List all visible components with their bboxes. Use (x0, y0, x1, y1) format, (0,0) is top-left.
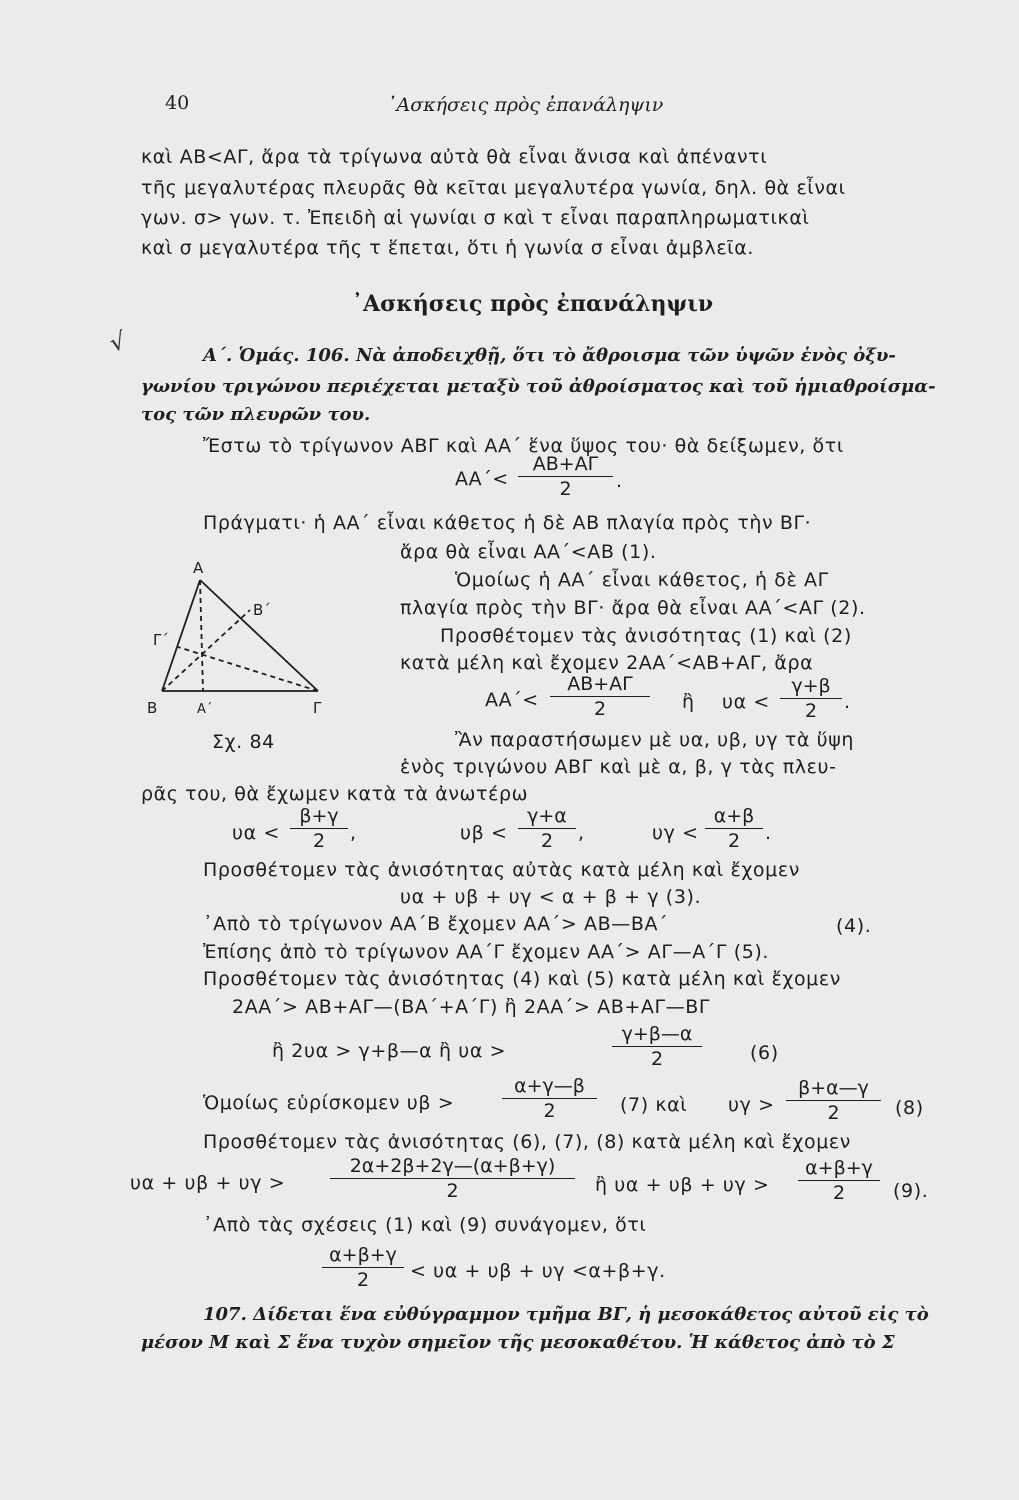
ineq-b-denominator: 2 (540, 830, 554, 852)
foot-label-gp: Γ΄ (153, 631, 169, 649)
eq6-fraction (612, 1023, 702, 1070)
eq78-lhs: Ὁμοίως εὑρίσκομεν υβ > (203, 1092, 455, 1114)
proof-line: κατὰ μέλη καὶ ἔχομεν 2ΑΑ΄<ΑΒ+ΑΓ, ἄρα (400, 652, 814, 674)
ineq-a-lhs: υα < (232, 822, 280, 844)
eq6-tag: (6) (750, 1042, 779, 1064)
f1-ua: υα < (722, 691, 770, 713)
f1-period: . (844, 691, 851, 713)
f1-numerator: ΑΒ+ΑΓ (550, 673, 650, 697)
altitude-a (200, 580, 203, 691)
foot-label-bp: Β΄ (253, 601, 271, 619)
final-numerator: α+β+γ (322, 1244, 404, 1268)
body-line-tag: (4). (836, 915, 872, 937)
eq9-numerator: 2α+2β+2γ—(α+β+γ) (330, 1155, 575, 1179)
eq9-denominator-2: 2 (832, 1182, 846, 1204)
f1-fraction (550, 673, 650, 720)
proof-line: ἄρα θὰ εἶναι ΑΑ΄<ΑΒ (1). (400, 541, 657, 563)
claim-lhs: ΑΑ΄< (455, 468, 509, 490)
exercise-106-line: τος τῶν πλευρῶν του. (141, 404, 371, 425)
eq8-lhs: υγ > (728, 1094, 775, 1116)
body-line: Ἐπίσης ἀπὸ τὸ τρίγωνον ΑΑ΄Γ ἔχομεν ΑΑ΄> ΑΓ—Α΄Γ (5). (203, 941, 770, 963)
exercise-106-line: γωνίου τριγώνου περιέχεται μεταξὺ τοῦ ἀθροίσματος καὶ τοῦ ἡμιαθροίσμα- (141, 376, 936, 397)
ineq-b-numerator: γ+α (518, 805, 576, 829)
page-number: 40 (165, 92, 190, 114)
paragraph-line: καὶ ΑΒ<ΑΓ, ἄρα τὰ τρίγωνα αὐτὰ θὰ εἶναι ἄνισα καὶ ἀπέναντι (141, 146, 768, 168)
claim-fraction (518, 453, 613, 500)
eq7-tag: (7) καὶ (620, 1094, 688, 1116)
ineq-a-fraction (290, 805, 348, 852)
proof-line: Ὁμοίως ἡ ΑΑ΄ εἶναι κάθετος, ἡ δὲ ΑΓ (455, 569, 829, 591)
eq7-fraction (502, 1075, 597, 1122)
body-line: 2ΑΑ΄> ΑΒ+ΑΓ—(ΒΑ΄+Α΄Γ) ἢ 2ΑΑ΄> ΑΒ+ΑΓ—ΒΓ (232, 996, 711, 1018)
f1-denominator-2: 2 (804, 700, 818, 722)
body-line: Προσθέτομεν τὰς ἀνισότητας αὐτὰς κατὰ μέλη καὶ ἔχομεν (203, 859, 800, 881)
final-rest: < υα + υβ + υγ <α+β+γ. (410, 1260, 666, 1282)
claim-denominator: 2 (559, 478, 572, 500)
proof-line: πλαγία πρὸς τὴν ΒΓ· ἄρα θὰ εἶναι ΑΑ΄<ΑΓ (2). (400, 597, 866, 619)
body-line: ᾿Απὸ τὸ τρίγωνον ΑΑ΄Β ἔχομεν ΑΑ΄> ΑΒ—ΒΑ΄ (203, 913, 669, 935)
proof-line: ρᾶς του, θὰ ἔχωμεν κατὰ τὰ ἀνωτέρω (141, 783, 529, 805)
paragraph-line: γων. σ> γων. τ. Ἐπειδὴ αἱ γωνίαι σ καὶ τ εἶναι παραπληρωματικαὶ (141, 207, 810, 229)
ineq-b-lhs: υβ < (460, 822, 508, 844)
final-fraction (322, 1244, 404, 1291)
proof-line: ἑνὸς τριγώνου ΑΒΓ καὶ μὲ α, β, γ τὰς πλευ- (400, 756, 837, 778)
ineq-b-sep: , (578, 822, 585, 844)
running-title: ᾿Ασκήσεις πρὸς ἐπανάληψιν (387, 94, 664, 116)
eq9-mid: ἢ υα + υβ + υγ > (595, 1174, 770, 1196)
eq9-lhs: υα + υβ + υγ > (130, 1172, 286, 1194)
ineq-a-numerator: β+γ (290, 805, 348, 829)
eq9-fraction (330, 1155, 575, 1202)
eq9-numerator-2: α+β+γ (798, 1157, 880, 1181)
triangle-figure (145, 555, 345, 725)
claim-numerator: ΑΒ+ΑΓ (518, 453, 613, 477)
f1-numerator-2: γ+β (780, 675, 842, 699)
margin-checkmark: √ (106, 326, 129, 358)
ineq-c-numerator: α+β (705, 805, 763, 829)
eq6-numerator: γ+β—α (612, 1023, 702, 1047)
vertex-label-a: Α (193, 559, 204, 577)
eq8-denominator: 2 (827, 1102, 840, 1124)
proof-line: Ἂν παραστήσωμεν μὲ υα, υβ, υγ τὰ ὕψη (455, 729, 855, 751)
paragraph-line: καὶ σ μεγαλυτέρα τῆς τ ἕπεται, ὅτι ἡ γωνία σ εἶναι ἀμβλεῖα. (141, 237, 754, 259)
altitude-g (178, 647, 318, 691)
proof-intro: Ἔστω τὸ τρίγωνον ΑΒΓ καὶ ΑΑ΄ ἕνα ὕψος του· θὰ δείξωμεν, ὅτι (203, 435, 844, 457)
ineq-c-denominator: 2 (727, 830, 741, 852)
vertex-label-b: Β (147, 699, 158, 717)
f1-lhs: ΑΑ΄< (485, 689, 539, 711)
f1-or: ἢ (682, 691, 695, 713)
foot-label-ap: Α΄ (197, 702, 213, 717)
f1-denominator: 2 (593, 698, 607, 720)
exercise-107-line: 107. Δίδεται ἕνα εὐθύγραμμον τμῆμα ΒΓ, ἡ μεσοκάθετος αὐτοῦ εἰς τὸ (203, 1304, 929, 1325)
eq9-fraction-2 (798, 1157, 880, 1204)
eq6-denominator: 2 (650, 1048, 664, 1070)
body-line: Προσθέτομεν τὰς ἀνισότητας (4) καὶ (5) κατὰ μέλη καὶ ἔχομεν (203, 968, 841, 990)
eq8-numerator: β+α—γ (786, 1077, 881, 1101)
ineq-a-sep: , (350, 822, 357, 844)
eq8-fraction (786, 1077, 881, 1124)
proof-line: Πράγματι· ἡ ΑΑ΄ εἶναι κάθετος ἡ δὲ ΑΒ πλαγία πρὸς τὴν ΒΓ· (203, 512, 812, 534)
eq9-tag: (9). (893, 1180, 929, 1202)
ineq-c-fraction (705, 805, 763, 852)
eq6-lhs: ἢ 2υα > γ+β—α ἢ υα > (272, 1040, 507, 1062)
ineq-c-sep: . (765, 822, 772, 844)
section-title: ᾿Ασκήσεις πρὸς ἐπανάληψιν (352, 291, 714, 317)
eq9-denominator: 2 (446, 1180, 459, 1202)
exercise-107-line: μέσον Μ καὶ Σ ἕνα τυχὸν σημεῖον τῆς μεσοκαθέτου. Ἡ κάθετος ἀπὸ τὸ Σ (141, 1332, 895, 1353)
f1-fraction-2 (780, 675, 842, 722)
ineq-a-denominator: 2 (312, 830, 326, 852)
vertex-label-g: Γ (313, 699, 322, 717)
final-denominator: 2 (356, 1269, 370, 1291)
figure-caption: Σχ. 84 (212, 731, 275, 753)
exercise-106-line: Α΄. Ὁμάς. 106. Νὰ ἀποδειχθῇ, ὅτι τὸ ἄθροισμα τῶν ὑψῶν ἑνὸς ὀξυ- (203, 345, 896, 366)
eq7-numerator: α+γ—β (502, 1075, 597, 1099)
proof-line: Προσθέτομεν τὰς ἀνισότητας (1) καὶ (2) (440, 625, 852, 647)
eq7-denominator: 2 (543, 1100, 556, 1122)
body-line: υα + υβ + υγ < α + β + γ (3). (400, 886, 702, 908)
claim-period: . (616, 470, 623, 492)
ineq-c-lhs: υγ < (652, 822, 699, 844)
body-line: ᾿Απὸ τὰς σχέσεις (1) καὶ (9) συνάγομεν, ὅτι (203, 1214, 647, 1236)
side-ag (200, 580, 318, 691)
eq8-tag: (8) (895, 1097, 924, 1119)
body-line: Προσθέτομεν τὰς ἀνισότητας (6), (7), (8) κατὰ μέλη καὶ ἔχομεν (203, 1131, 851, 1153)
paragraph-line: τῆς μεγαλυτέρας πλευρᾶς θὰ κεῖται μεγαλυτέρα γωνία, δηλ. θὰ εἶναι (141, 177, 846, 199)
ineq-b-fraction (518, 805, 576, 852)
